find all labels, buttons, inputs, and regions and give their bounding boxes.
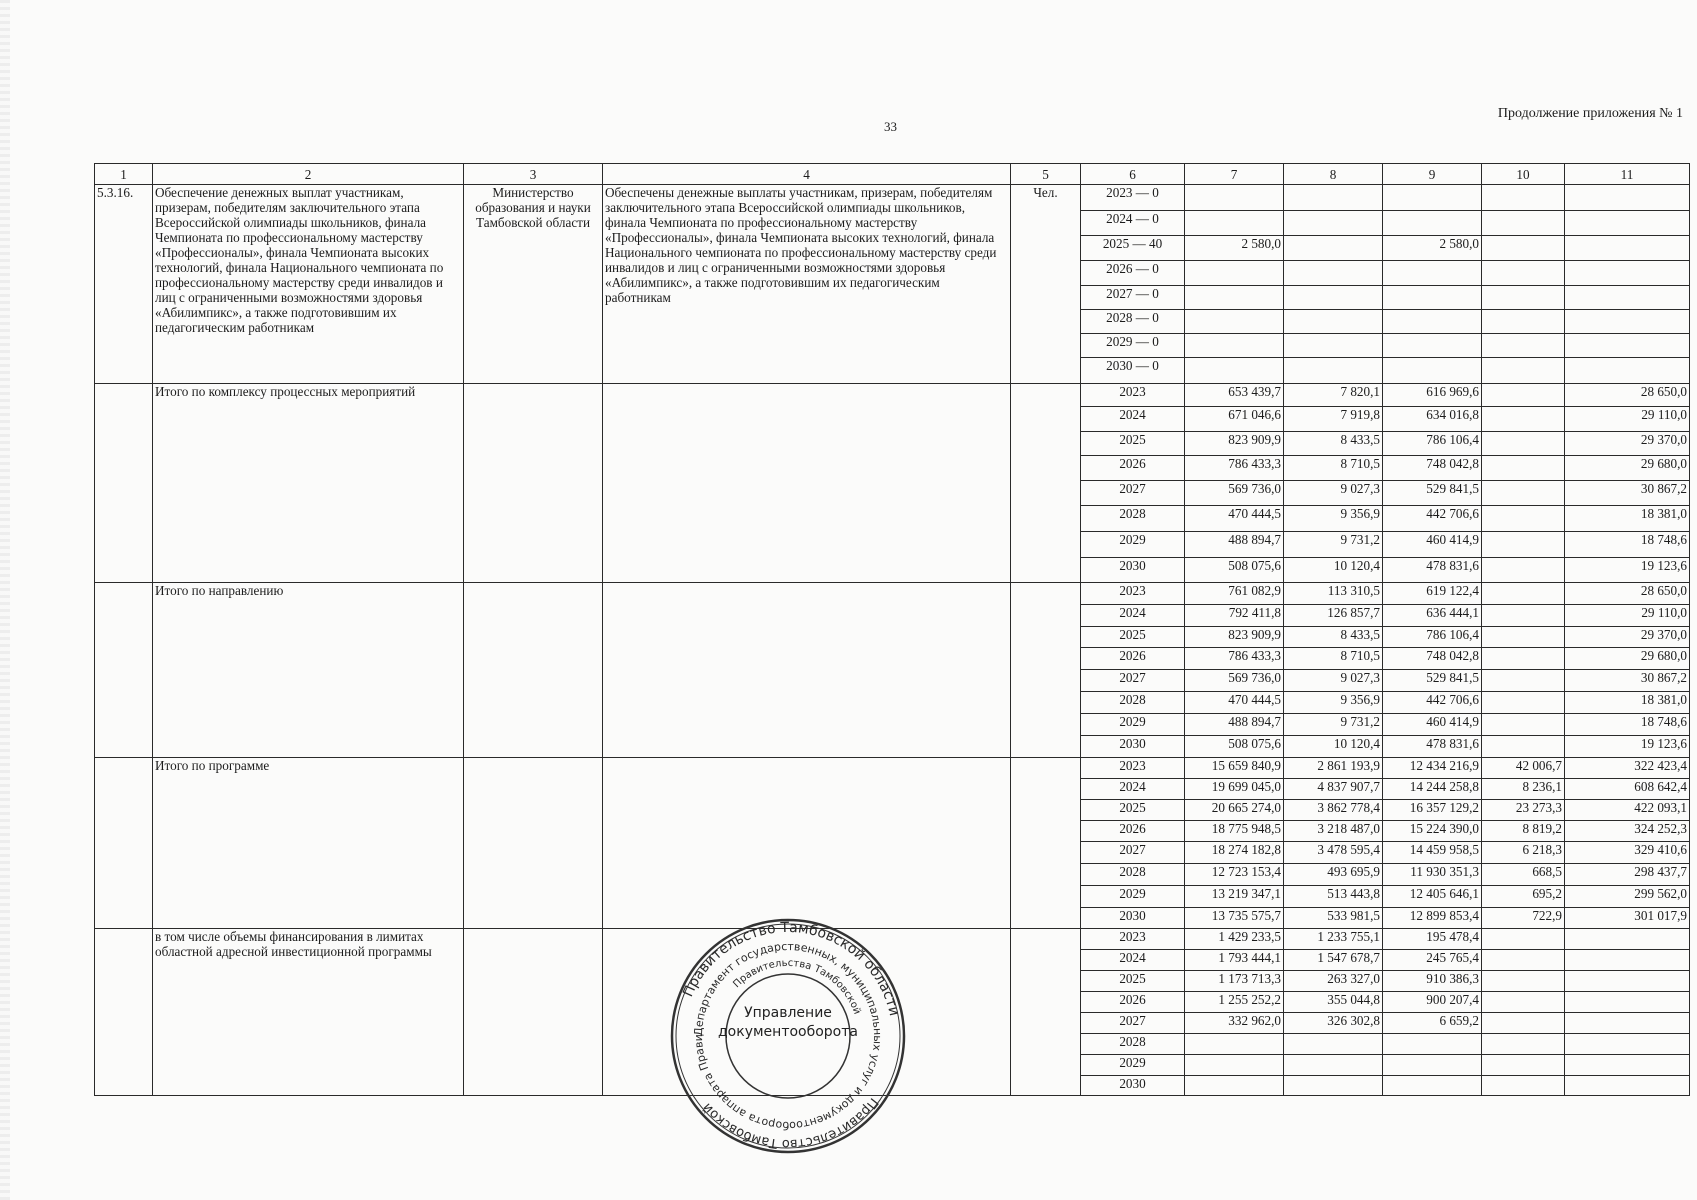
stamp-inner-ring-text: Правительства Тамбовской [731, 957, 863, 1016]
value-cell-c10 [1482, 929, 1565, 950]
year-cell: 2026 [1081, 821, 1185, 842]
stamp-center-text [718, 1004, 858, 1042]
item-result: Обеспечены денежные выплаты участникам, призерам, победителям заключительного этапа Всероссийской олимпиады школьников, финала Чемпионата по профессиональному мастерству «Профессионалы», финала Чемпионата высоких технологий, финала Национального чемпионата по профессиональному мастерству среди инвалидов и лиц с ограниченными возможностями здоровья «Абилимпикс», а также подготовившим их педагогическим работникам [603, 185, 1011, 384]
year-cell: 2028 [1081, 692, 1185, 714]
value-cell-c9: 12 434 216,9 [1383, 758, 1482, 779]
value-cell-c10 [1482, 456, 1565, 481]
value-cell-c7: 761 082,9 [1185, 583, 1284, 605]
value-cell-c9: 16 357 129,2 [1383, 800, 1482, 821]
value-cell-c9 [1383, 286, 1482, 310]
value-cell-c9 [1383, 185, 1482, 211]
section-number-empty [95, 583, 153, 758]
value-cell-c9: 460 414,9 [1383, 714, 1482, 736]
value-cell-c11: 29 110,0 [1565, 605, 1690, 627]
section-unit-empty [1011, 758, 1081, 929]
section-executor-empty [464, 384, 603, 583]
value-cell-c9 [1383, 310, 1482, 334]
header-cell-7: 7 [1185, 164, 1284, 185]
value-cell-c7: 13 735 575,7 [1185, 908, 1284, 929]
value-cell-c11: 608 642,4 [1565, 779, 1690, 800]
year-cell: 2026 [1081, 456, 1185, 481]
value-cell-c8: 263 327,0 [1284, 971, 1383, 992]
year-cell: 2025 [1081, 800, 1185, 821]
value-cell-c11: 28 650,0 [1565, 583, 1690, 605]
value-cell-c8: 7 820,1 [1284, 384, 1383, 407]
value-cell-c7: 470 444,5 [1185, 692, 1284, 714]
year-cell: 2023 — 0 [1081, 185, 1185, 211]
value-cell-c10 [1482, 211, 1565, 236]
value-cell-c9: 786 106,4 [1383, 627, 1482, 648]
value-cell-c7: 1 173 713,3 [1185, 971, 1284, 992]
value-cell-c11: 329 410,6 [1565, 842, 1690, 864]
value-cell-c9: 15 224 390,0 [1383, 821, 1482, 842]
value-cell-c11 [1565, 185, 1690, 211]
year-cell: 2023 [1081, 384, 1185, 407]
year-cell: 2024 — 0 [1081, 211, 1185, 236]
value-cell-c9: 442 706,6 [1383, 506, 1482, 532]
value-cell-c10 [1482, 236, 1565, 261]
value-cell-c7: 823 909,9 [1185, 627, 1284, 648]
year-cell: 2027 [1081, 1013, 1185, 1034]
value-cell-c11 [1565, 261, 1690, 286]
value-cell-c9: 636 444,1 [1383, 605, 1482, 627]
official-stamp [668, 916, 908, 1156]
value-cell-c11: 19 123,6 [1565, 558, 1690, 583]
item-executor: Министерство образования и науки Тамбовской области [464, 185, 603, 384]
value-cell-c9: 460 414,9 [1383, 532, 1482, 558]
value-cell-c9: 634 016,8 [1383, 407, 1482, 432]
value-cell-c10 [1482, 310, 1565, 334]
value-cell-c7 [1185, 211, 1284, 236]
section-result-empty [603, 583, 1011, 758]
value-cell-c9 [1383, 334, 1482, 358]
value-cell-c8: 10 120,4 [1284, 558, 1383, 583]
value-cell-c9: 529 841,5 [1383, 481, 1482, 506]
stamp-outer-ring-text: Правительство Тамбовской области [680, 919, 902, 1018]
value-cell-c10 [1482, 670, 1565, 692]
value-cell-c8 [1284, 236, 1383, 261]
item-unit: Чел. [1011, 185, 1081, 384]
value-cell-c9: 195 478,4 [1383, 929, 1482, 950]
year-cell: 2029 [1081, 886, 1185, 908]
value-cell-c10: 8 236,1 [1482, 779, 1565, 800]
section-title: Итого по программе [153, 758, 464, 929]
value-cell-c10 [1482, 648, 1565, 670]
section-number-empty [95, 758, 153, 929]
value-cell-c11 [1565, 1076, 1690, 1096]
value-cell-c8: 9 356,9 [1284, 506, 1383, 532]
year-cell: 2025 — 40 [1081, 236, 1185, 261]
value-cell-c7 [1185, 1076, 1284, 1096]
value-cell-c11 [1565, 310, 1690, 334]
value-cell-c7: 786 433,3 [1185, 648, 1284, 670]
value-cell-c8: 8 710,5 [1284, 648, 1383, 670]
year-cell: 2030 [1081, 1076, 1185, 1096]
year-cell: 2024 [1081, 779, 1185, 800]
value-cell-c7: 488 894,7 [1185, 714, 1284, 736]
value-cell-c8: 9 356,9 [1284, 692, 1383, 714]
value-cell-c10: 695,2 [1482, 886, 1565, 908]
value-cell-c9: 2 580,0 [1383, 236, 1482, 261]
value-cell-c8 [1284, 1076, 1383, 1096]
value-cell-c7 [1185, 286, 1284, 310]
year-cell: 2028 — 0 [1081, 310, 1185, 334]
year-cell: 2026 — 0 [1081, 261, 1185, 286]
value-cell-c11: 324 252,3 [1565, 821, 1690, 842]
value-cell-c11: 322 423,4 [1565, 758, 1690, 779]
stamp-center-line-2: документооборота [718, 1024, 858, 1040]
year-cell: 2028 [1081, 506, 1185, 532]
value-cell-c11 [1565, 992, 1690, 1013]
value-cell-c8: 113 310,5 [1284, 583, 1383, 605]
value-cell-c9: 529 841,5 [1383, 670, 1482, 692]
value-cell-c10: 42 006,7 [1482, 758, 1565, 779]
value-cell-c7: 569 736,0 [1185, 670, 1284, 692]
year-cell: 2029 [1081, 532, 1185, 558]
value-cell-c10 [1482, 736, 1565, 758]
value-cell-c7: 13 219 347,1 [1185, 886, 1284, 908]
value-cell-c7: 2 580,0 [1185, 236, 1284, 261]
value-cell-c10 [1482, 407, 1565, 432]
value-cell-c11 [1565, 286, 1690, 310]
year-cell: 2027 [1081, 481, 1185, 506]
header-row [95, 164, 1690, 185]
section-number-empty [95, 929, 153, 1096]
year-cell: 2030 [1081, 908, 1185, 929]
value-cell-c11: 422 093,1 [1565, 800, 1690, 821]
year-cell: 2025 [1081, 627, 1185, 648]
value-cell-c11: 28 650,0 [1565, 384, 1690, 407]
value-cell-c7: 792 411,8 [1185, 605, 1284, 627]
value-cell-c10 [1482, 1013, 1565, 1034]
value-cell-c9 [1383, 261, 1482, 286]
value-cell-c9: 619 122,4 [1383, 583, 1482, 605]
header-cell-9: 9 [1383, 164, 1482, 185]
value-cell-c10 [1482, 1055, 1565, 1076]
value-cell-c7: 1 793 444,1 [1185, 950, 1284, 971]
value-cell-c8: 533 981,5 [1284, 908, 1383, 929]
continuation-note: Продолжение приложения № 1 [1497, 106, 1683, 121]
value-cell-c10 [1482, 971, 1565, 992]
header-cell-4: 4 [603, 164, 1011, 185]
scan-edge [0, 0, 10, 1200]
value-cell-c9: 478 831,6 [1383, 558, 1482, 583]
value-cell-c8 [1284, 1034, 1383, 1055]
value-cell-c11: 30 867,2 [1565, 481, 1690, 506]
value-cell-c11: 29 680,0 [1565, 456, 1690, 481]
table-row [95, 384, 1690, 407]
value-cell-c10 [1482, 605, 1565, 627]
section-unit-empty [1011, 583, 1081, 758]
value-cell-c10 [1482, 506, 1565, 532]
value-cell-c7: 20 665 274,0 [1185, 800, 1284, 821]
year-cell: 2029 [1081, 1055, 1185, 1076]
value-cell-c10 [1482, 432, 1565, 456]
value-cell-c8: 9 027,3 [1284, 481, 1383, 506]
year-cell: 2023 [1081, 583, 1185, 605]
year-cell: 2028 [1081, 864, 1185, 886]
year-cell: 2030 [1081, 736, 1185, 758]
year-cell: 2023 [1081, 758, 1185, 779]
value-cell-c7: 470 444,5 [1185, 506, 1284, 532]
year-cell: 2027 — 0 [1081, 286, 1185, 310]
value-cell-c11: 18 748,6 [1565, 532, 1690, 558]
year-cell: 2026 [1081, 992, 1185, 1013]
value-cell-c7 [1185, 1055, 1284, 1076]
header-cell-5: 5 [1011, 164, 1081, 185]
value-cell-c10 [1482, 1034, 1565, 1055]
value-cell-c8: 1 233 755,1 [1284, 929, 1383, 950]
value-cell-c9: 786 106,4 [1383, 432, 1482, 456]
year-cell: 2030 — 0 [1081, 358, 1185, 384]
value-cell-c9: 14 244 258,8 [1383, 779, 1482, 800]
value-cell-c8: 326 302,8 [1284, 1013, 1383, 1034]
year-cell: 2024 [1081, 950, 1185, 971]
section-unit-empty [1011, 929, 1081, 1096]
value-cell-c7 [1185, 185, 1284, 211]
value-cell-c11 [1565, 929, 1690, 950]
value-cell-c9: 900 207,4 [1383, 992, 1482, 1013]
section-result-empty [603, 384, 1011, 583]
value-cell-c10 [1482, 714, 1565, 736]
value-cell-c8: 8 433,5 [1284, 432, 1383, 456]
value-cell-c11: 18 748,6 [1565, 714, 1690, 736]
value-cell-c11: 301 017,9 [1565, 908, 1690, 929]
year-cell: 2025 [1081, 971, 1185, 992]
value-cell-c10: 722,9 [1482, 908, 1565, 929]
value-cell-c10 [1482, 481, 1565, 506]
value-cell-c8: 1 547 678,7 [1284, 950, 1383, 971]
section-executor-empty [464, 929, 603, 1096]
year-cell: 2027 [1081, 842, 1185, 864]
value-cell-c10 [1482, 692, 1565, 714]
year-cell: 2024 [1081, 605, 1185, 627]
value-cell-c10 [1482, 261, 1565, 286]
value-cell-c10 [1482, 532, 1565, 558]
section-result-empty [603, 758, 1011, 929]
value-cell-c7: 653 439,7 [1185, 384, 1284, 407]
value-cell-c7 [1185, 358, 1284, 384]
value-cell-c9 [1383, 1055, 1482, 1076]
value-cell-c7: 12 723 153,4 [1185, 864, 1284, 886]
value-cell-c9: 748 042,8 [1383, 648, 1482, 670]
value-cell-c8: 493 695,9 [1284, 864, 1383, 886]
value-cell-c10 [1482, 334, 1565, 358]
value-cell-c7: 18 775 948,5 [1185, 821, 1284, 842]
value-cell-c10: 8 819,2 [1482, 821, 1565, 842]
value-cell-c11 [1565, 358, 1690, 384]
year-cell: 2026 [1081, 648, 1185, 670]
value-cell-c8 [1284, 185, 1383, 211]
value-cell-c8 [1284, 334, 1383, 358]
value-cell-c7 [1185, 334, 1284, 358]
value-cell-c8: 355 044,8 [1284, 992, 1383, 1013]
table-row [95, 758, 1690, 779]
value-cell-c8: 10 120,4 [1284, 736, 1383, 758]
value-cell-c9 [1383, 1034, 1482, 1055]
value-cell-c11: 18 381,0 [1565, 692, 1690, 714]
value-cell-c11: 29 110,0 [1565, 407, 1690, 432]
value-cell-c8: 3 218 487,0 [1284, 821, 1383, 842]
value-cell-c11: 30 867,2 [1565, 670, 1690, 692]
year-cell: 2029 — 0 [1081, 334, 1185, 358]
value-cell-c9: 442 706,6 [1383, 692, 1482, 714]
header-cell-10: 10 [1482, 164, 1565, 185]
value-cell-c11: 29 680,0 [1565, 648, 1690, 670]
value-cell-c9: 245 765,4 [1383, 950, 1482, 971]
item-name: Обеспечение денежных выплат участникам, призерам, победителям заключительного этапа Всероссийской олимпиады школьников, финала Чемпионата по профессиональному мастерству «Профессионалы», финала Чемпионата высоких технологий, финала Национального чемпионата по профессиональному мастерству среди инвалидов и лиц с ограниченными возможностями здоровья «Абилимпикс», а также подготовившим их педагогическим работникам [153, 185, 464, 384]
section-unit-empty [1011, 384, 1081, 583]
value-cell-c8: 4 837 907,7 [1284, 779, 1383, 800]
value-cell-c7: 569 736,0 [1185, 481, 1284, 506]
value-cell-c9 [1383, 211, 1482, 236]
value-cell-c8: 126 857,7 [1284, 605, 1383, 627]
stamp-middle-ring-text: Департамент государственных, муниципальных услуг и документооборота аппарата Прави [691, 939, 885, 1133]
table-row [95, 583, 1690, 605]
value-cell-c11: 29 370,0 [1565, 432, 1690, 456]
value-cell-c10 [1482, 1076, 1565, 1096]
value-cell-c7 [1185, 1034, 1284, 1055]
value-cell-c7: 671 046,6 [1185, 407, 1284, 432]
value-cell-c10: 6 218,3 [1482, 842, 1565, 864]
value-cell-c11 [1565, 334, 1690, 358]
value-cell-c7: 823 909,9 [1185, 432, 1284, 456]
value-cell-c8: 9 731,2 [1284, 714, 1383, 736]
year-cell: 2028 [1081, 1034, 1185, 1055]
header-cell-1: 1 [95, 164, 153, 185]
table-row [95, 185, 1690, 211]
header-cell-2: 2 [153, 164, 464, 185]
value-cell-c9: 12 899 853,4 [1383, 908, 1482, 929]
value-cell-c8 [1284, 286, 1383, 310]
value-cell-c10 [1482, 627, 1565, 648]
value-cell-c7: 15 659 840,9 [1185, 758, 1284, 779]
page-number: 33 [884, 119, 897, 134]
value-cell-c9: 14 459 958,5 [1383, 842, 1482, 864]
value-cell-c8 [1284, 1055, 1383, 1076]
year-cell: 2024 [1081, 407, 1185, 432]
stamp-center-line-1: Управление [744, 1005, 832, 1021]
value-cell-c8 [1284, 261, 1383, 286]
value-cell-c11 [1565, 211, 1690, 236]
value-cell-c11: 299 562,0 [1565, 886, 1690, 908]
value-cell-c11 [1565, 236, 1690, 261]
section-executor-empty [464, 583, 603, 758]
value-cell-c7: 332 962,0 [1185, 1013, 1284, 1034]
value-cell-c11 [1565, 1034, 1690, 1055]
value-cell-c11: 18 381,0 [1565, 506, 1690, 532]
value-cell-c8: 9 731,2 [1284, 532, 1383, 558]
value-cell-c8: 7 919,8 [1284, 407, 1383, 432]
value-cell-c11: 19 123,6 [1565, 736, 1690, 758]
value-cell-c8: 9 027,3 [1284, 670, 1383, 692]
value-cell-c7: 1 429 233,5 [1185, 929, 1284, 950]
value-cell-c10 [1482, 950, 1565, 971]
value-cell-c11 [1565, 950, 1690, 971]
value-cell-c10 [1482, 286, 1565, 310]
value-cell-c8: 513 443,8 [1284, 886, 1383, 908]
value-cell-c9: 11 930 351,3 [1383, 864, 1482, 886]
value-cell-c10: 668,5 [1482, 864, 1565, 886]
value-cell-c10 [1482, 185, 1565, 211]
header-cell-6: 6 [1081, 164, 1185, 185]
value-cell-c7: 508 075,6 [1185, 558, 1284, 583]
value-cell-c10 [1482, 384, 1565, 407]
section-number-empty [95, 384, 153, 583]
section-executor-empty [464, 758, 603, 929]
value-cell-c8 [1284, 211, 1383, 236]
value-cell-c8: 8 710,5 [1284, 456, 1383, 481]
value-cell-c11 [1565, 971, 1690, 992]
stamp-bottom-ring-text: Правительство Тамбовской [699, 1094, 881, 1152]
value-cell-c11: 29 370,0 [1565, 627, 1690, 648]
item-number: 5.3.16. [95, 185, 153, 384]
value-cell-c7: 786 433,3 [1185, 456, 1284, 481]
value-cell-c8 [1284, 310, 1383, 334]
value-cell-c7: 18 274 182,8 [1185, 842, 1284, 864]
value-cell-c11: 298 437,7 [1565, 864, 1690, 886]
year-cell: 2025 [1081, 432, 1185, 456]
year-cell: 2027 [1081, 670, 1185, 692]
value-cell-c10 [1482, 583, 1565, 605]
value-cell-c9: 910 386,3 [1383, 971, 1482, 992]
value-cell-c7: 488 894,7 [1185, 532, 1284, 558]
value-cell-c7: 508 075,6 [1185, 736, 1284, 758]
value-cell-c8: 3 862 778,4 [1284, 800, 1383, 821]
value-cell-c7 [1185, 261, 1284, 286]
value-cell-c10 [1482, 358, 1565, 384]
value-cell-c10: 23 273,3 [1482, 800, 1565, 821]
value-cell-c9 [1383, 1076, 1482, 1096]
value-cell-c9: 6 659,2 [1383, 1013, 1482, 1034]
value-cell-c11 [1565, 1013, 1690, 1034]
header-cell-8: 8 [1284, 164, 1383, 185]
value-cell-c9: 478 831,6 [1383, 736, 1482, 758]
value-cell-c8: 8 433,5 [1284, 627, 1383, 648]
value-cell-c8: 3 478 595,4 [1284, 842, 1383, 864]
header-cell-3: 3 [464, 164, 603, 185]
year-cell: 2030 [1081, 558, 1185, 583]
year-cell: 2029 [1081, 714, 1185, 736]
value-cell-c9 [1383, 358, 1482, 384]
value-cell-c7 [1185, 310, 1284, 334]
value-cell-c7: 1 255 252,2 [1185, 992, 1284, 1013]
section-title: в том числе объемы финансирования в лимитах областной адресной инвестиционной программы [153, 929, 464, 1096]
value-cell-c11 [1565, 1055, 1690, 1076]
value-cell-c10 [1482, 558, 1565, 583]
header-cell-11: 11 [1565, 164, 1690, 185]
value-cell-c10 [1482, 992, 1565, 1013]
value-cell-c9: 616 969,6 [1383, 384, 1482, 407]
value-cell-c9: 12 405 646,1 [1383, 886, 1482, 908]
value-cell-c8: 2 861 193,9 [1284, 758, 1383, 779]
value-cell-c8 [1284, 358, 1383, 384]
section-title: Итого по направлению [153, 583, 464, 758]
year-cell: 2023 [1081, 929, 1185, 950]
value-cell-c9: 748 042,8 [1383, 456, 1482, 481]
value-cell-c7: 19 699 045,0 [1185, 779, 1284, 800]
section-title: Итого по комплексу процессных мероприятий [153, 384, 464, 583]
